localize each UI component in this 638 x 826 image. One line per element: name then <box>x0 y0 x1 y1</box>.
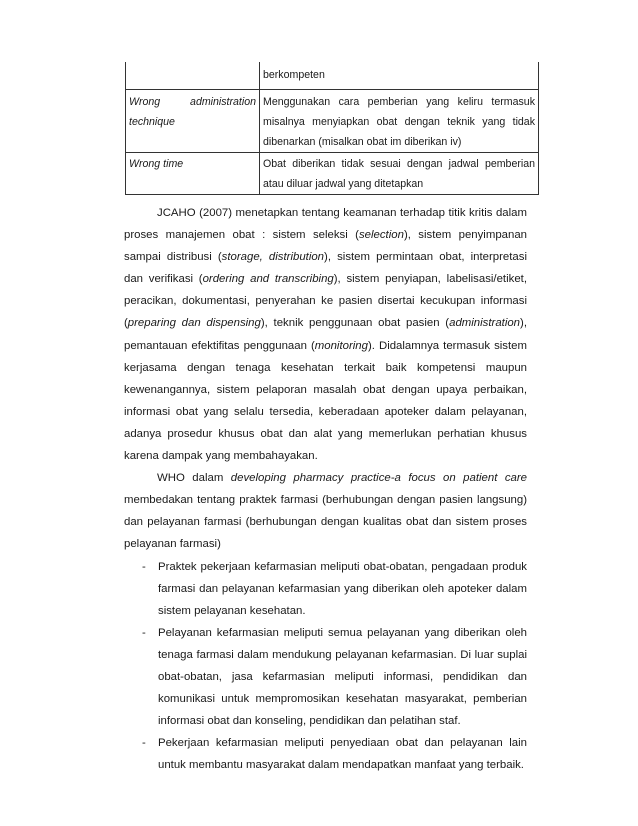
list-item: - Praktek pekerjaan kefarmasian meliputi obat-obatan, pengadaan produk farmasi dan pelayanan kefarmasian yang diberikan oleh apoteker dalam sistem pelayanan kesehatan. <box>124 556 527 622</box>
term-word: administration <box>190 96 256 108</box>
table-row <box>126 153 539 195</box>
table-cell-term: Wrong time <box>126 153 260 195</box>
term-word: Wrong <box>129 96 161 108</box>
list-item: - Pekerjaan kefarmasian meliputi penyediaan obat dan pelayanan lain untuk membantu masyarakat dalam mendapatkan manfaat yang terbaik. <box>124 732 527 776</box>
document-body <box>124 202 527 776</box>
term-line: technique <box>129 116 175 128</box>
list-item: - Pelayanan kefarmasian meliputi semua pelayanan yang diberikan oleh tenaga farmasi dalam mendukung pelayanan kefarmasian. Di luar suplai obat-obatan, jasa kefarmasian meliputi informasi, pendidikan dan komunikasi untuk mempromosikan kesehatan masyarakat, pemberian informasi obat dan konseling, pendidikan dan pelatihan staf. <box>124 622 527 732</box>
term-line <box>129 92 256 112</box>
table-cell-desc: Menggunakan cara pemberian yang keliru termasuk misalnya menyiapkan obat dengan teknik yang tidak dibenarkan (misalkan obat im diberikan iv) <box>260 90 539 153</box>
dash-bullet: - <box>142 560 146 573</box>
table-cell-desc: Obat diberikan tidak sesuai dengan jadwal pemberian atau diluar jadwal yang ditetapkan <box>260 153 539 195</box>
table-cell-desc: berkompeten <box>260 62 539 90</box>
table-row <box>126 90 539 153</box>
practice-list <box>124 556 527 777</box>
table-cell-term <box>126 90 260 153</box>
paragraph-jcaho: JCAHO (2007) menetapkan tentang keamanan terhadap titik kritis dalam proses manajemen obat : sistem seleksi (selection), sistem penyimpanan sampai distribusi (storage, distribution), sistem permintaan obat, interpretasi dan verifikasi (ordering and transcribing), sistem penyiapan, labelisasi/etiket, peracikan, dokumentasi, penyerahan ke pasien disertai kecukupan informasi (preparing dan dispensing), teknik penggunaan obat pasien (administration), pemantauan efektifitas penggunaan (monitoring). Didalamnya termasuk sistem kerjasama dengan tenaga kesehatan terkait baik kompetensi maupun kewenangannya, sistem pelaporan masalah obat dengan upaya perbaikan, informasi obat yang selalu tersedia, keberadaan apoteker dalam pelayanan, adanya prosedur khusus obat dan alat yang memerlukan perhatian khusus karena dampak yang membahayakan. <box>124 207 527 463</box>
medication-error-table <box>125 62 539 195</box>
table-cell-term <box>126 62 260 90</box>
paragraph-who: WHO dalam developing pharmacy practice-a focus on patient care membedakan tentang praktek farmasi (berhubungan dengan pasien langsung) dan pelayanan farmasi (berhubungan dengan kualitas obat dan sistem proses pelayanan farmasi) <box>124 472 527 551</box>
table-row <box>126 62 539 90</box>
dash-bullet: - <box>142 737 146 750</box>
dash-bullet: - <box>142 626 146 639</box>
